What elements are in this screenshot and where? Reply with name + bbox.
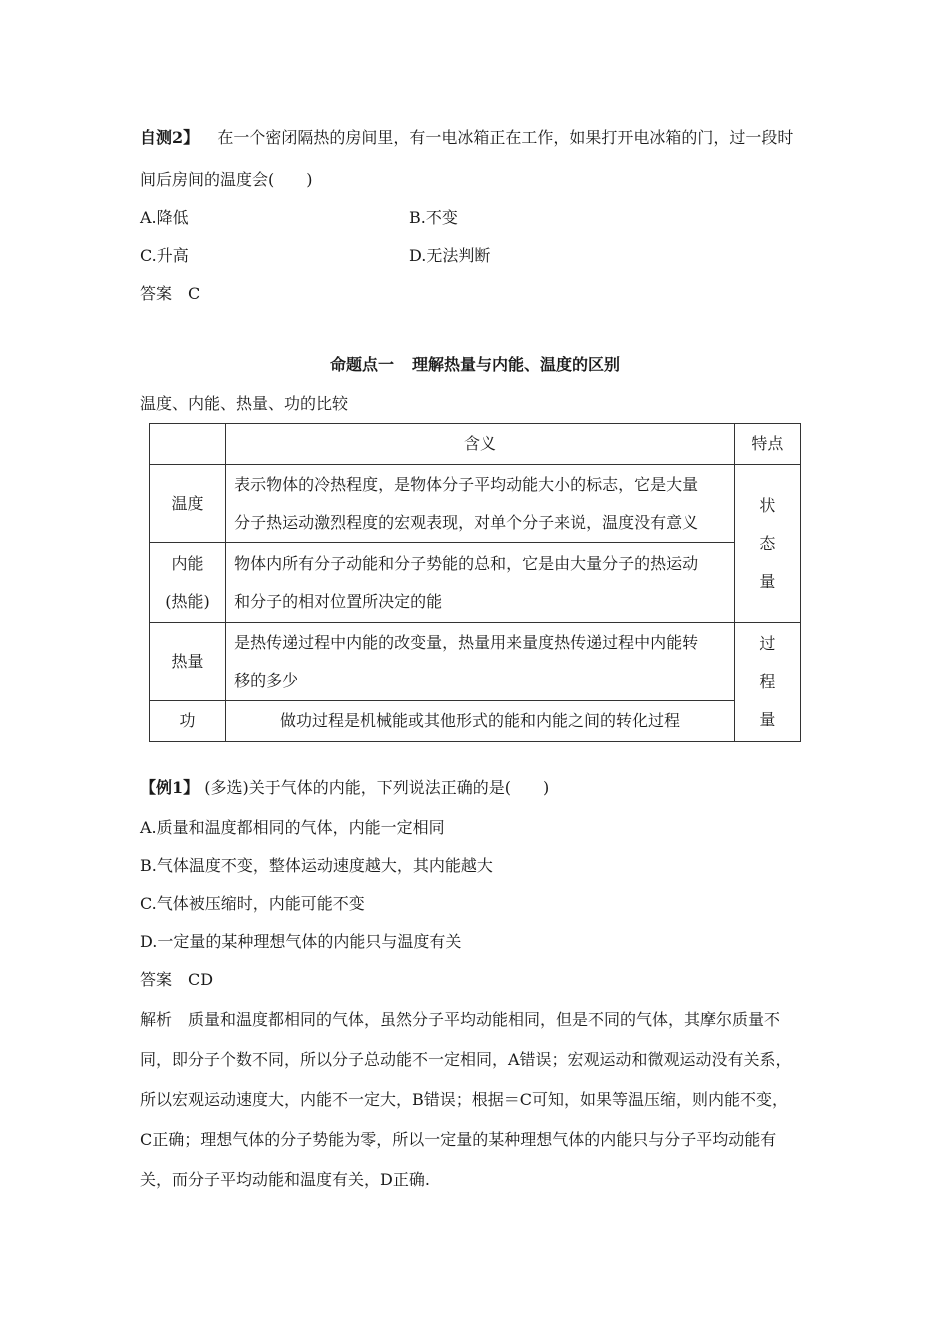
selftest-question-text: 在一个密闭隔热的房间里，有一电冰箱正在工作，如果打开电冰箱的门，过一段时 xyxy=(217,128,794,147)
selftest-option-d: D.无法判断 xyxy=(409,246,491,265)
selftest-answer: 答案 C xyxy=(140,284,201,303)
meaning-line: 移的多少 xyxy=(234,670,299,690)
row-name-temperature: 温度 xyxy=(150,465,226,543)
meaning-line: 物体内所有分子动能和分子势能的总和，它是由大量分子的热运动 xyxy=(234,553,699,573)
meaning-line: 分子热运动激烈程度的宏观表现，对单个分子来说，温度没有意义 xyxy=(234,512,699,532)
example-analysis xyxy=(140,1000,820,1200)
feature-char: 状 xyxy=(759,495,776,515)
row-name-line: 内能 xyxy=(171,553,204,573)
analysis-line: 解析 质量和温度都相同的气体，虽然分子平均动能相同，但是不同的气体，其摩尔质量不 xyxy=(140,1010,781,1029)
row-name-line: (热能) xyxy=(165,591,210,611)
selftest-option-c: C.升高 xyxy=(140,246,189,265)
example-option-c: C.气体被压缩时，内能可能不变 xyxy=(140,894,365,913)
table-row-work xyxy=(150,701,801,742)
section-title-part1: 命题点一 xyxy=(329,355,394,374)
row-meaning-heat xyxy=(226,623,735,701)
analysis-line: 同，即分子个数不同，所以分子总动能不一定相同，A错误；宏观运动和微观运动没有关系， xyxy=(140,1050,792,1069)
section-title xyxy=(0,355,950,375)
feature-char: 量 xyxy=(759,571,776,591)
section-subtitle: 温度、内能、热量、功的比较 xyxy=(140,394,349,413)
example-option-d: D.一定量的某种理想气体的内能只与温度有关 xyxy=(140,932,462,951)
section-title-part2: 理解热量与内能、温度的区别 xyxy=(412,355,621,374)
feature-char: 量 xyxy=(759,710,776,729)
analysis-line: 所以宏观运动速度大，内能不一定大，B错误；根据＝C可知，如果等温压缩，则内能不变， xyxy=(140,1090,789,1109)
example-answer: 答案 CD xyxy=(140,970,214,989)
example-question xyxy=(140,778,549,798)
example-label: 【例1】 xyxy=(140,778,200,797)
selftest-label: 自测2】 xyxy=(140,128,200,147)
selftest-question-line2: 间后房间的温度会( ) xyxy=(140,170,313,189)
analysis-line: 关，而分子平均动能和温度有关，D正确. xyxy=(140,1170,430,1189)
meaning-line: 表示物体的冷热程度，是物体分子平均动能大小的标志，它是大量 xyxy=(234,474,699,494)
row-meaning-internal-energy xyxy=(226,543,735,623)
example-option-a: A.质量和温度都相同的气体，内能一定相同 xyxy=(140,818,445,837)
table-header-meaning: 含义 xyxy=(226,424,735,465)
row-meaning-temperature xyxy=(226,465,735,543)
row-name-internal-energy xyxy=(150,543,226,623)
meaning-line: 是热传递过程中内能的改变量，热量用来量度热传递过程中内能转 xyxy=(234,632,699,652)
analysis-line: C正确；理想气体的分子势能为零，所以一定量的某种理想气体的内能只与分子平均动能有 xyxy=(140,1130,777,1149)
table-row-temperature xyxy=(150,465,801,543)
table-row-internal-energy xyxy=(150,543,801,623)
feature-process-quantity xyxy=(734,623,800,742)
example-question-text: (多选)关于气体的内能，下列说法正确的是( ) xyxy=(204,778,550,797)
table-header-feature: 特点 xyxy=(734,424,800,465)
comparison-table xyxy=(149,423,801,742)
selftest-option-b: B.不变 xyxy=(409,208,458,227)
feature-char: 程 xyxy=(759,672,776,691)
table-row-heat xyxy=(150,623,801,701)
selftest-option-a: A.降低 xyxy=(140,208,189,227)
feature-char: 过 xyxy=(759,634,776,653)
example-option-b: B.气体温度不变，整体运动速度越大，其内能越大 xyxy=(140,856,493,875)
meaning-line: 和分子的相对位置所决定的能 xyxy=(234,591,443,611)
table-header-cell xyxy=(150,424,226,465)
feature-char: 态 xyxy=(759,533,776,553)
row-meaning-work: 做功过程是机械能或其他形式的能和内能之间的转化过程 xyxy=(226,701,735,742)
selftest-question-line1 xyxy=(140,128,793,148)
row-name-heat: 热量 xyxy=(150,623,226,701)
feature-state-quantity xyxy=(734,465,800,623)
row-name-work: 功 xyxy=(150,701,226,742)
table-header-row xyxy=(150,424,801,465)
